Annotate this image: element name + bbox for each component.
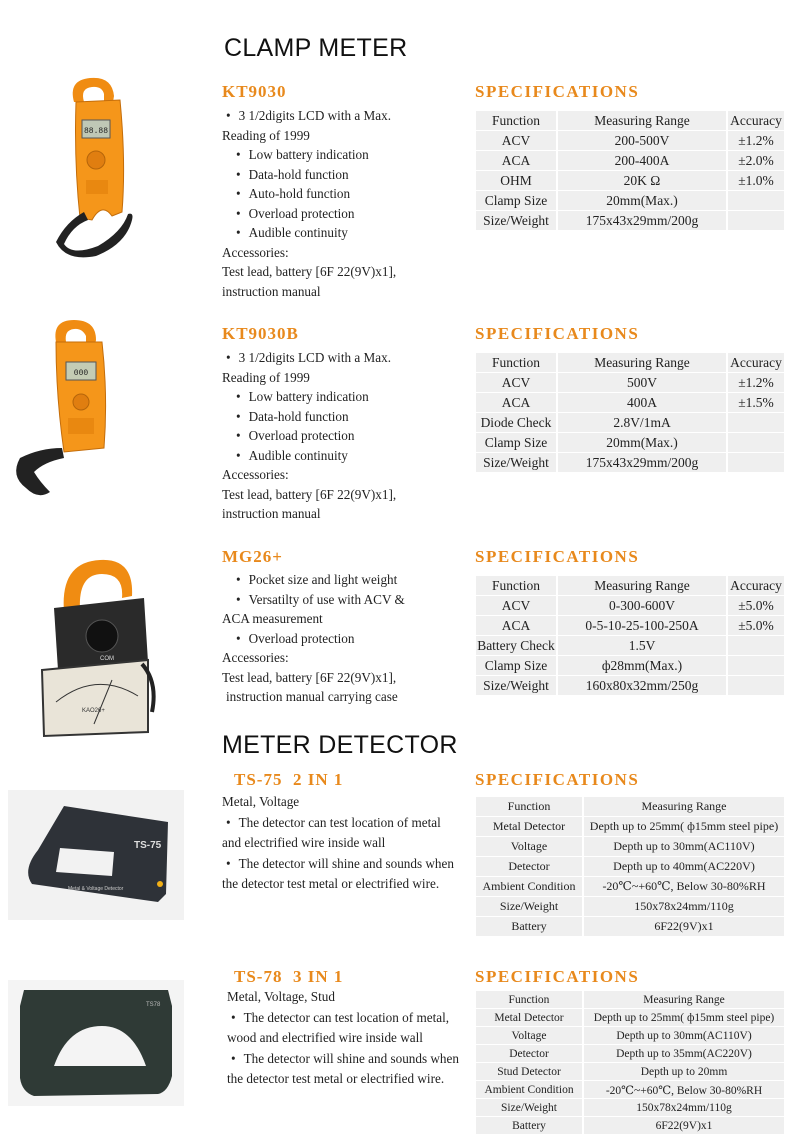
list-item: • Pocket size and light weight xyxy=(232,570,405,590)
cell: Clamp Size xyxy=(476,433,556,452)
meter-detector-title: METER DETECTOR xyxy=(222,731,458,759)
kt9030b-spec-table xyxy=(476,352,784,473)
cell: Stud Detector xyxy=(476,1063,582,1080)
table-row xyxy=(476,877,784,896)
cell: Ambient Condition xyxy=(476,877,582,896)
cell: Size/Weight xyxy=(476,453,556,472)
cell xyxy=(726,211,784,230)
list-item: the detector test metal or electrified wire. xyxy=(227,1071,445,1086)
list-item: • Low battery indication xyxy=(232,145,396,165)
list-item: Test lead, battery [6F 22(9V)x1], xyxy=(222,669,397,685)
cell: 175x43x29mm/200g xyxy=(556,211,726,230)
list-item: • Overload protection xyxy=(232,426,396,446)
header-cell: Function xyxy=(476,353,556,372)
list-item: Accessories: xyxy=(222,244,289,260)
cell xyxy=(726,453,784,472)
cell xyxy=(726,656,784,675)
list-item: • The detector can test location of metal, xyxy=(227,1008,459,1029)
header-cell: Measuring Range xyxy=(582,991,784,1008)
kt9030-model: KT9030 xyxy=(222,82,287,101)
cell: 2.8V/1mA xyxy=(556,413,726,432)
kt9030-lcd: 88.88 xyxy=(83,127,109,136)
table-row xyxy=(476,1045,784,1062)
list-item: instruction manual carrying case xyxy=(226,689,398,704)
ts78-description xyxy=(227,987,459,1090)
cell: 1.5V xyxy=(556,636,726,655)
cell: Depth up to 25mm( ф15mm steel pipe) xyxy=(582,1009,784,1026)
cell xyxy=(726,433,784,452)
list-item: • The detector will shine and sounds when xyxy=(227,1049,459,1070)
cell: ±5.0% xyxy=(726,596,784,615)
table-row xyxy=(476,917,784,936)
cell: 200-500V xyxy=(556,131,726,150)
table-row xyxy=(476,1027,784,1044)
mg26-spec-title: SPECIFICATIONS xyxy=(475,547,640,566)
cell: Ambient Condition xyxy=(476,1081,582,1098)
header-cell: Function xyxy=(476,991,582,1008)
table-header xyxy=(476,797,784,816)
table-row xyxy=(476,433,784,452)
mg26-com-label: COM xyxy=(100,656,114,662)
table-row xyxy=(476,413,784,432)
table-row xyxy=(476,393,784,412)
cell: 6F22(9V)x1 xyxy=(582,1117,784,1134)
cell: Voltage xyxy=(476,837,582,856)
cell: 0-300-600V xyxy=(556,596,726,615)
table-row xyxy=(476,373,784,392)
list-item: Reading of 1999 xyxy=(222,127,310,143)
cell: 400A xyxy=(556,393,726,412)
list-item: Metal, Voltage xyxy=(222,794,300,809)
list-item: Accessories: xyxy=(222,650,289,665)
cell: 175x43x29mm/200g xyxy=(556,453,726,472)
cell: ±5.0% xyxy=(726,616,784,635)
list-item: • Overload protection xyxy=(232,629,405,649)
table-header xyxy=(476,111,784,130)
kt9030-photo xyxy=(46,72,146,272)
table-row xyxy=(476,151,784,170)
cell: 20mm(Max.) xyxy=(556,191,726,210)
cell: Depth up to 30mm(AC110V) xyxy=(582,837,784,856)
cell: ±1.0% xyxy=(726,171,784,190)
header-cell: Function xyxy=(476,111,556,130)
list-item: • Auto-hold function xyxy=(232,184,396,204)
clamp-meter-title: CLAMP METER xyxy=(224,34,408,62)
cell: ±1.2% xyxy=(726,373,784,392)
table-row xyxy=(476,676,784,695)
kt9030b-lcd: 000 xyxy=(73,369,89,378)
list-item: instruction manual xyxy=(222,283,321,299)
table-row xyxy=(476,1063,784,1080)
list-item: the detector test metal or electrified wire. xyxy=(222,876,440,891)
table-row xyxy=(476,211,784,230)
table-row xyxy=(476,897,784,916)
cell: ACV xyxy=(476,596,556,615)
cell: Detector xyxy=(476,1045,582,1062)
header-cell: Accuracy xyxy=(726,353,784,372)
list-item: Accessories: xyxy=(222,467,289,482)
table-header xyxy=(476,991,784,1008)
cell: Battery Check xyxy=(476,636,556,655)
header-cell: Measuring Range xyxy=(582,797,784,816)
cell: Depth up to 20mm xyxy=(582,1063,784,1080)
ts75-model: TS-75 2 IN 1 xyxy=(234,770,344,789)
table-row xyxy=(476,817,784,836)
mg26-description xyxy=(222,570,405,707)
cell: Clamp Size xyxy=(476,191,556,210)
cell: Size/Weight xyxy=(476,1099,582,1116)
list-item: instruction manual xyxy=(222,506,321,521)
cell: 200-400A xyxy=(556,151,726,170)
mg26-model: MG26+ xyxy=(222,547,283,566)
cell: ACV xyxy=(476,131,556,150)
kt9030b-description xyxy=(222,348,396,524)
kt9030b-photo xyxy=(10,316,130,506)
table-row xyxy=(476,1081,784,1098)
list-item: • The detector can test location of metal xyxy=(222,813,454,834)
kt9030b-model: KT9030B xyxy=(222,324,299,343)
header-cell: Measuring Range xyxy=(556,353,726,372)
table-row xyxy=(476,1009,784,1026)
cell: Size/Weight xyxy=(476,676,556,695)
cell: 20K Ω xyxy=(556,171,726,190)
header-cell: Measuring Range xyxy=(556,111,726,130)
kt9030-description xyxy=(222,106,396,301)
table-row xyxy=(476,191,784,210)
kt9030b-spec-title: SPECIFICATIONS xyxy=(475,324,640,343)
cell: 500V xyxy=(556,373,726,392)
list-item: • The detector will shine and sounds when xyxy=(222,854,454,875)
list-item: • Versatilty of use with ACV & xyxy=(232,590,405,610)
cell: OHM xyxy=(476,171,556,190)
cell xyxy=(726,676,784,695)
cell: Metal Detector xyxy=(476,817,582,836)
ts78-spec-title: SPECIFICATIONS xyxy=(475,967,640,986)
cell: Depth up to 35mm(AC220V) xyxy=(582,1045,784,1062)
table-row xyxy=(476,636,784,655)
cell: ACA xyxy=(476,393,556,412)
table-row xyxy=(476,857,784,876)
header-cell: Accuracy xyxy=(726,576,784,595)
cell: 6F22(9V)x1 xyxy=(582,917,784,936)
cell: -20℃~+60℃, Below 30-80%RH xyxy=(582,1081,784,1098)
table-header xyxy=(476,576,784,595)
ts75-photo xyxy=(8,790,184,920)
cell: Voltage xyxy=(476,1027,582,1044)
ts78-spec-table xyxy=(476,990,784,1135)
list-item: • Audible continuity xyxy=(232,446,396,466)
cell: 20mm(Max.) xyxy=(556,433,726,452)
list-item: wood and electrified wire inside wall xyxy=(227,1030,423,1045)
list-item: • Data-hold function xyxy=(232,407,396,427)
cell: ±1.5% xyxy=(726,393,784,412)
list-item: • Data-hold function xyxy=(232,165,396,185)
list-item: Metal, Voltage, Stud xyxy=(227,989,335,1004)
table-row xyxy=(476,1117,784,1134)
header-cell: Function xyxy=(476,576,556,595)
cell: Clamp Size xyxy=(476,656,556,675)
cell xyxy=(726,636,784,655)
cell: 0-5-10-25-100-250A xyxy=(556,616,726,635)
cell: Battery xyxy=(476,917,582,936)
mg26-brand: KAO26+ xyxy=(82,708,105,714)
cell xyxy=(726,413,784,432)
ts78-model: TS-78 3 IN 1 xyxy=(234,967,344,986)
cell: Depth up to 30mm(AC110V) xyxy=(582,1027,784,1044)
table-row xyxy=(476,616,784,635)
ts78-label: TS78 xyxy=(146,1002,161,1008)
ts75-spec-title: SPECIFICATIONS xyxy=(475,770,640,789)
list-item: • 3 1/2digits LCD with a Max. xyxy=(222,106,396,126)
list-item: Test lead, battery [6F 22(9V)x1], xyxy=(222,264,397,279)
table-row xyxy=(476,453,784,472)
ts78-photo xyxy=(8,980,184,1106)
list-item: • Audible continuity xyxy=(232,223,396,243)
list-item: Reading of 1999 xyxy=(222,369,310,385)
cell: Battery xyxy=(476,1117,582,1134)
ts75-label: TS-75 xyxy=(134,840,162,851)
cell xyxy=(726,191,784,210)
mg26-spec-table xyxy=(476,575,784,696)
list-item: • Low battery indication xyxy=(232,387,396,407)
table-row xyxy=(476,656,784,675)
table-row xyxy=(476,596,784,615)
list-item: ACA measurement xyxy=(222,611,323,626)
cell: 150x78x24mm/110g xyxy=(582,897,784,916)
table-row xyxy=(476,1099,784,1116)
mg26-photo xyxy=(30,552,160,742)
ts75-strip: Metal & Voltage Detector xyxy=(68,886,124,892)
cell: Depth up to 25mm( ф15mm steel pipe) xyxy=(582,817,784,836)
kt9030-spec-table xyxy=(476,110,784,231)
list-item: Test lead, battery [6F 22(9V)x1], xyxy=(222,486,397,502)
header-cell: Measuring Range xyxy=(556,576,726,595)
ts75-description xyxy=(222,792,454,895)
cell: ACA xyxy=(476,616,556,635)
table-row xyxy=(476,171,784,190)
list-item: • 3 1/2digits LCD with a Max. xyxy=(222,348,396,368)
list-item: and electrified wire inside wall xyxy=(222,835,386,850)
cell: Depth up to 40mm(AC220V) xyxy=(582,857,784,876)
cell: 160x80x32mm/250g xyxy=(556,676,726,695)
table-header xyxy=(476,353,784,372)
cell: ACV xyxy=(476,373,556,392)
cell: Size/Weight xyxy=(476,211,556,230)
cell: ±1.2% xyxy=(726,131,784,150)
cell: ACA xyxy=(476,151,556,170)
cell: Diode Check xyxy=(476,413,556,432)
cell: ф28mm(Max.) xyxy=(556,656,726,675)
list-item: • Overload protection xyxy=(232,204,396,224)
cell: -20℃~+60℃, Below 30-80%RH xyxy=(582,877,784,896)
kt9030-spec-title: SPECIFICATIONS xyxy=(475,82,640,101)
cell: ±2.0% xyxy=(726,151,784,170)
header-cell: Function xyxy=(476,797,582,816)
cell: Size/Weight xyxy=(476,897,582,916)
cell: Detector xyxy=(476,857,582,876)
ts75-spec-table xyxy=(476,796,784,937)
header-cell: Accuracy xyxy=(726,111,784,130)
cell: Metal Detector xyxy=(476,1009,582,1026)
cell: 150x78x24mm/110g xyxy=(582,1099,784,1116)
table-row xyxy=(476,837,784,856)
table-row xyxy=(476,131,784,150)
